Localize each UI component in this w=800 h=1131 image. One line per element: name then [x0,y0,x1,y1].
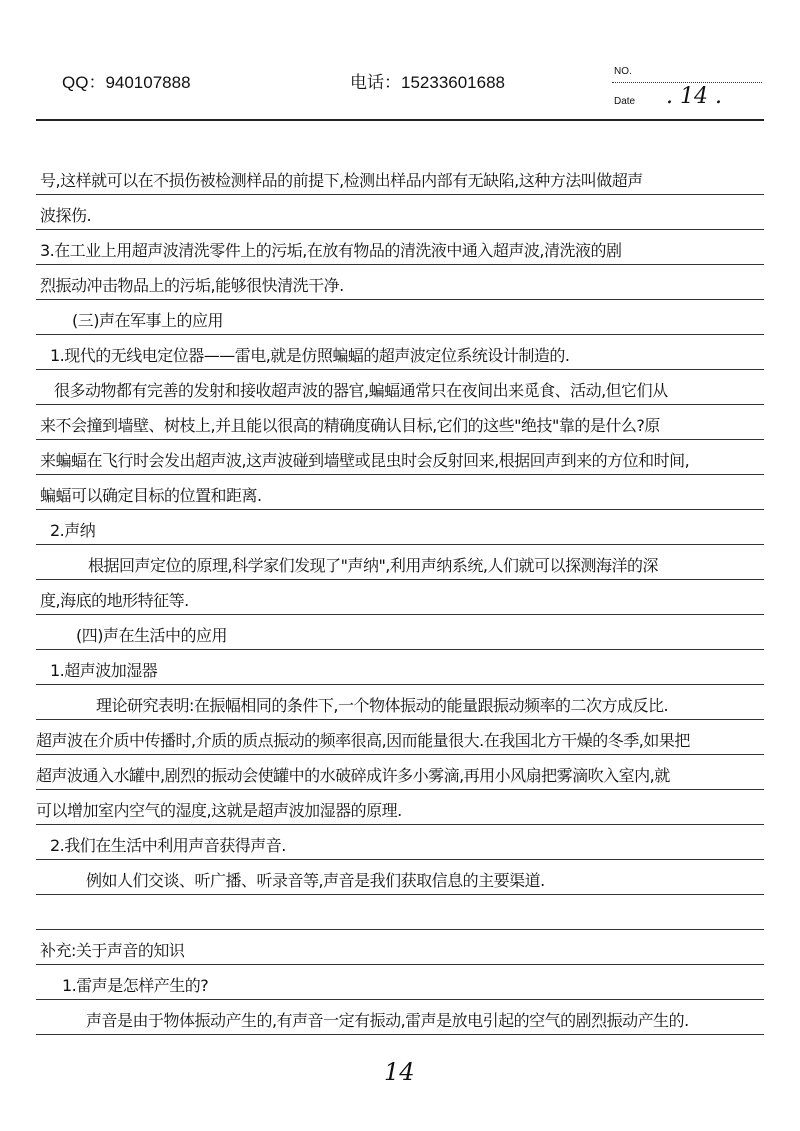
text-line [36,895,764,930]
line-text: 理论研究表明:在振幅相同的条件下,一个物体振动的能量跟振动频率的二次方成反比. [96,696,669,715]
text-line [36,1000,764,1035]
text-line [36,335,764,370]
text-line [36,965,764,1000]
line-text: 3.在工业上用超声波清洗零件上的污垢,在放有物品的清洗液中通入超声波,清洗液的剧 [40,241,622,260]
line-text: 根据回声定位的原理,科学家们发现了"声纳",利用声纳系统,人们就可以探测海洋的深 [88,556,658,575]
line-text: 号,这样就可以在不损伤被检测样品的前提下,检测出样品内部有无缺陷,这种方法叫做超声 [40,171,643,190]
section-heading: (四)声在生活中的应用 [76,626,227,645]
line-text: 来蝙蝠在飞行时会发出超声波,这声波碰到墙壁或昆虫时会反射回来,根据回声到来的方位和时间, [40,451,690,470]
text-line [36,300,764,335]
text-line [36,475,764,510]
date-value: . 14 . [666,84,722,109]
text-line [36,860,764,895]
text-line [36,230,764,265]
header-rule [36,119,764,121]
text-line [36,615,764,650]
line-text: 度,海底的地形特征等. [40,591,189,610]
text-line [36,265,764,300]
text-line [36,160,764,195]
line-text: 烈振动冲击物品上的污垢,能够很快清洗干净. [40,276,344,295]
subsection-heading: 2.声纳 [50,521,96,540]
text-line [36,720,764,755]
line-text: 声音是由于物体振动产生的,有声音一定有振动,雷声是放电引起的空气的剧烈振动产生的. [86,1011,689,1030]
number-label: NO. [614,66,632,77]
text-line [36,440,764,475]
text-line [36,195,764,230]
line-text: 例如人们交谈、听广播、听录音等,声音是我们获取信息的主要渠道. [86,871,545,890]
ruled-notebook-body [36,160,764,1035]
subsection-heading: 2.我们在生活中利用声音获得声音. [50,836,286,855]
qq-contact: QQ：940107888 [62,73,191,92]
line-text: 1.现代的无线电定位器——雷电,就是仿照蝙蝠的超声波定位系统设计制造的. [50,346,570,365]
page-number: 14 [384,1058,415,1086]
text-line [36,510,764,545]
text-line [36,825,764,860]
subsection-heading: 1.雷声是怎样产生的? [62,976,209,995]
line-text: 超声波在介质中传播时,介质的质点振动的频率很高,因而能量很大.在我国北方干燥的冬季,如果把 [36,731,690,750]
section-heading: (三)声在军事上的应用 [72,311,223,330]
date-label: Date [614,96,636,107]
text-line [36,755,764,790]
line-text: 波探伤. [40,206,92,225]
text-line [36,930,764,965]
text-line [36,405,764,440]
text-line [36,580,764,615]
number-dotted-line [612,82,762,83]
text-line [36,685,764,720]
text-line [36,545,764,580]
text-line [36,370,764,405]
line-text: 蝙蝠可以确定目标的位置和距离. [40,486,262,505]
line-text: 可以增加室内空气的湿度,这就是超声波加湿器的原理. [36,801,402,820]
phone-contact: 电话：15233601688 [350,73,506,92]
subsection-heading: 1.超声波加湿器 [50,661,158,680]
supplement-heading: 补充:关于声音的知识 [40,941,185,960]
line-text: 超声波通入水罐中,剧烈的振动会使罐中的水破碎成许多小雾滴,再用小风扇把雾滴吹入室内,就 [36,766,670,785]
text-line [36,790,764,825]
line-text: 来不会撞到墙壁、树枝上,并且能以很高的精确度确认目标,它们的这些"绝技"靠的是什么?原 [40,416,660,435]
text-line [36,650,764,685]
page-header [0,0,800,130]
line-text: 很多动物都有完善的发射和接收超声波的器官,蝙蝠通常只在夜间出来觅食、活动,但它们从 [54,381,668,400]
